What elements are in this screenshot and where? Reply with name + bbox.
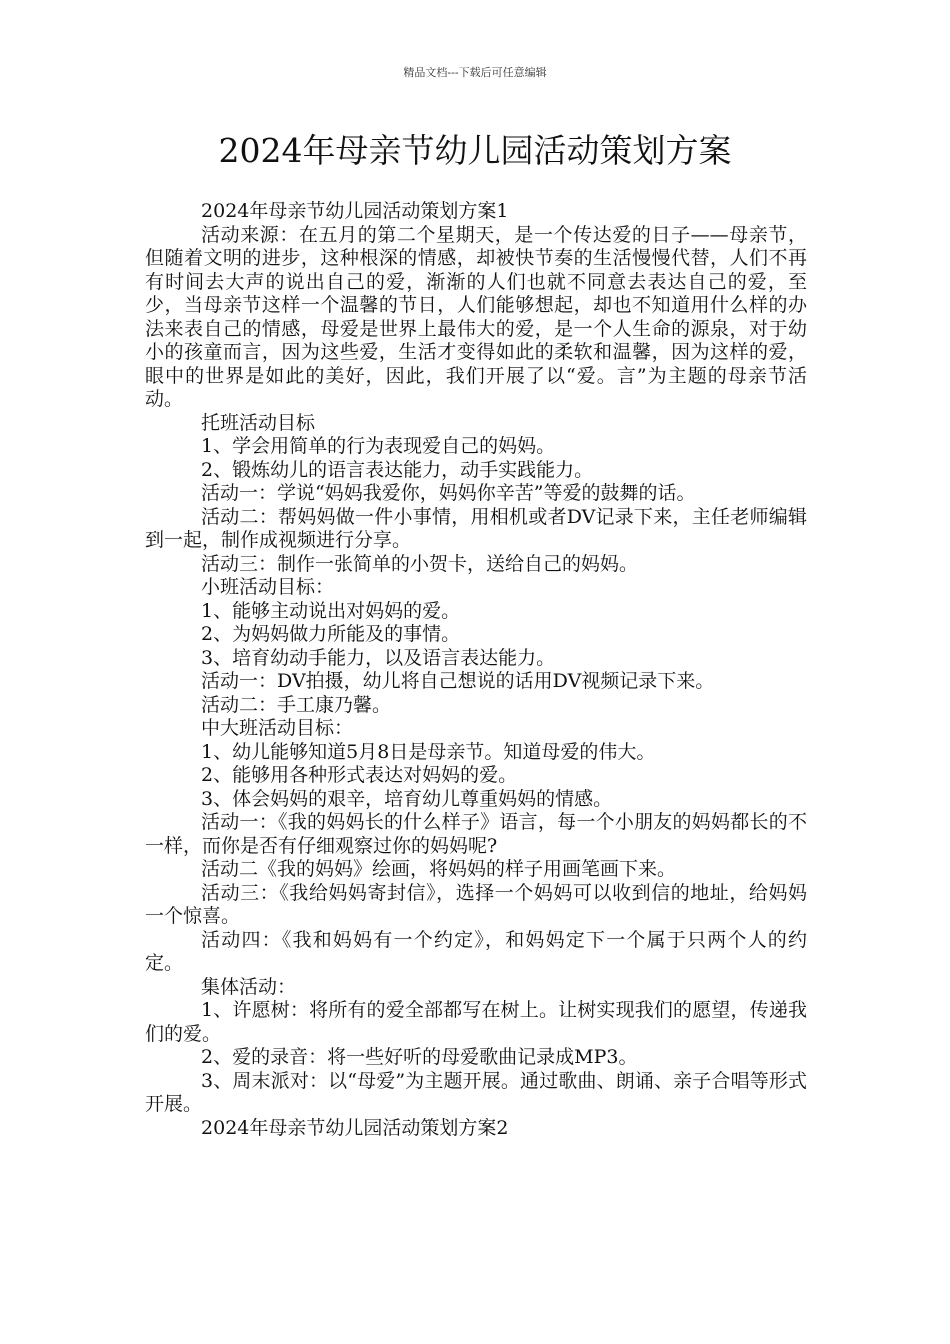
- section-heading-plan-1: 2024年母亲节幼儿园活动策划方案1: [201, 200, 509, 222]
- list-item: 2、爱的录音：将一些好听的母爱歌曲记录成MP3。: [201, 1046, 638, 1068]
- document-title: 2024年母亲节幼儿园活动策划方案: [218, 131, 732, 170]
- heading-middle-senior-goals: 中大班活动目标：: [201, 717, 354, 739]
- list-item: 3、周末派对：以“母爱”为主题开展。通过歌曲、朗诵、亲子合唱等形式开展。: [145, 1069, 807, 1115]
- list-item: 2、为妈妈做力所能及的事情。: [201, 623, 461, 645]
- section-heading-plan-2: 2024年母亲节幼儿园活动策划方案2: [201, 1116, 509, 1139]
- list-item: 1、许愿树：将所有的爱全部都写在树上。让树实现我们的愿望，传递我们的爱。: [145, 999, 807, 1045]
- heading-toddler-goals: 托班活动目标: [201, 411, 316, 434]
- activity-item: 活动一：DV拍摄，幼儿将自己想说的话用DV视频记录下来。: [201, 670, 715, 692]
- heading-group-activities: 集体活动：: [201, 975, 297, 998]
- activity-item: 活动三：制作一张简单的小贺卡，送给自己的妈妈。: [201, 552, 639, 575]
- activity-item: 活动二《我的妈妈》绘画，将妈妈的样子用画笔画下来。: [201, 858, 677, 880]
- activity-item: 活动二：帮妈妈做一件小事情，用相机或者DV记录下来，主任老师编辑到一起，制作成视频进行分享。: [145, 505, 807, 551]
- activity-item: 活动一：学说“妈妈我爱你，妈妈你辛苦”等爱的鼓舞的话。: [201, 482, 696, 504]
- list-item: 1、学会用简单的行为表现爱自己的妈妈。: [201, 435, 556, 457]
- list-item: 1、能够主动说出对妈妈的爱。: [201, 599, 461, 622]
- activity-item: 活动一：《我的妈妈长的什么样子》语言，每一个小朋友的妈妈都长的不一样，而你是否有仔细观察过你的妈妈呢?: [145, 811, 807, 857]
- list-item: 3、体会妈妈的艰辛，培育幼儿尊重妈妈的情感。: [201, 787, 613, 810]
- list-item: 2、锻炼幼儿的语言表达能力，动手实践能力。: [201, 458, 594, 481]
- list-item: 3、培育幼动手能力，以及语言表达能力。: [201, 646, 556, 669]
- paragraph-activity-origin: 活动来源：在五月的第二个星期天，是一个传达爱的日子——母亲节，但随着文明的进步，这种根深的情感，却被快节奏的生活慢慢代替，人们不再有时间去大声的说出自己的爱，渐渐的人们也就不同意去表达自己的爱，至少，当母亲节这样一个温馨的节日，人们能够想起，却也不知道用什么样的办法来表自己的情感，母爱是世界上最伟大的爱，是一个人生命的源泉，对于幼小的孩童而言，因为这些爱，生活才变得如此的柔软和温馨，因为这样的爱，眼中的世界是如此的美好，因此，我们开展了以“爱。言”为主题的母亲节活动。: [145, 223, 807, 410]
- page-header: 精品文档---下载后可任意编辑: [403, 66, 547, 79]
- document-body: [145, 200, 807, 1140]
- list-item: 2、能够用各种形式表达对妈妈的爱。: [201, 764, 518, 786]
- heading-junior-class-goals: 小班活动目标：: [201, 576, 335, 598]
- list-item: 1、幼儿能够知道5月8日是母亲节。知道母爱的伟大。: [201, 740, 656, 763]
- activity-item: 活动四：《我和妈妈有一个约定》，和妈妈定下一个属于只两个人的约定。: [145, 928, 807, 974]
- activity-item: 活动二：手工康乃馨。: [201, 693, 392, 716]
- activity-item: 活动三：《我给妈妈寄封信》，选择一个妈妈可以收到信的地址，给妈妈一个惊喜。: [145, 881, 807, 927]
